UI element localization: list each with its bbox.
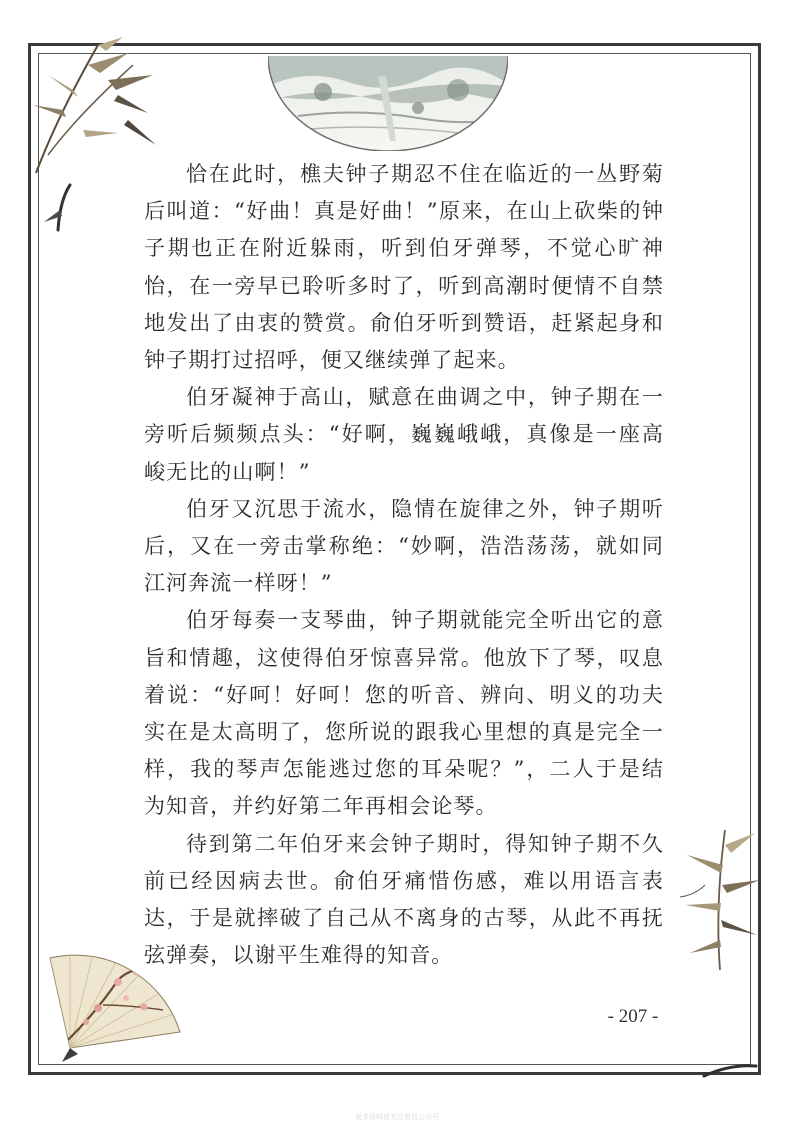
paragraph: 伯牙凝神于高山，赋意在曲调之中，钟子期在一旁听后频频点头：“好啊，巍巍峨峨，真像是一座高峻无比的山啊！” — [144, 385, 664, 484]
brush-mark-bottom-right — [700, 1060, 760, 1080]
paragraph: 伯牙又沉思于流水，隐情在旋律之外，钟子期听后，又在一旁击掌称绝：“妙啊，浩浩荡荡，就如同江河奔流一样呀！” — [144, 496, 664, 596]
story-text — [144, 156, 664, 974]
bamboo-decoration-right — [675, 825, 765, 975]
paragraph: 恰在此时，樵夫钟子期忍不住在临近的一丛野菊后叫道：“好曲！真是好曲！”原来，在山上砍柴的钟子期也正在附近躲雨，听到伯牙弹琴，不觉心旷神怡，在一旁早已聆听多时了，听到高潮时便情不自禁地发出了由衷的赞赏。俞伯牙听到赞语，赶紧起身和钟子期打过招呼，便又继续弹了起来。 — [144, 162, 664, 373]
brush-mark-left — [40, 180, 80, 240]
paragraph: 伯牙每奏一支琴曲，钟子期就能完全听出它的意旨和情趣，这使得伯牙惊喜异常。他放下了琴，叹息着说：“好呵！好呵！您的听音、辨向、明义的功夫实在是太高明了，您所说的跟我心里想的真是完全一样，我的琴声怎能逃过您的耳朵呢？”，二人于是结为知音，并约好第二年再相会论琴。 — [144, 608, 664, 819]
page-number: - 207 - — [607, 1006, 659, 1027]
landscape-fan-painting — [268, 56, 508, 151]
bamboo-decoration-top-left — [28, 35, 158, 175]
footer-watermark: 更多资料请关注微信公众号 — [355, 1113, 439, 1121]
paragraph: 待到第二年伯牙来会钟子期时，得知钟子期不久前已经因病去世。俞伯牙痛惜伤感，难以用语言表达，于是就摔破了自己从不离身的古琴，从此不再抚弦弹奏，以谢平生难得的知音。 — [144, 831, 664, 968]
